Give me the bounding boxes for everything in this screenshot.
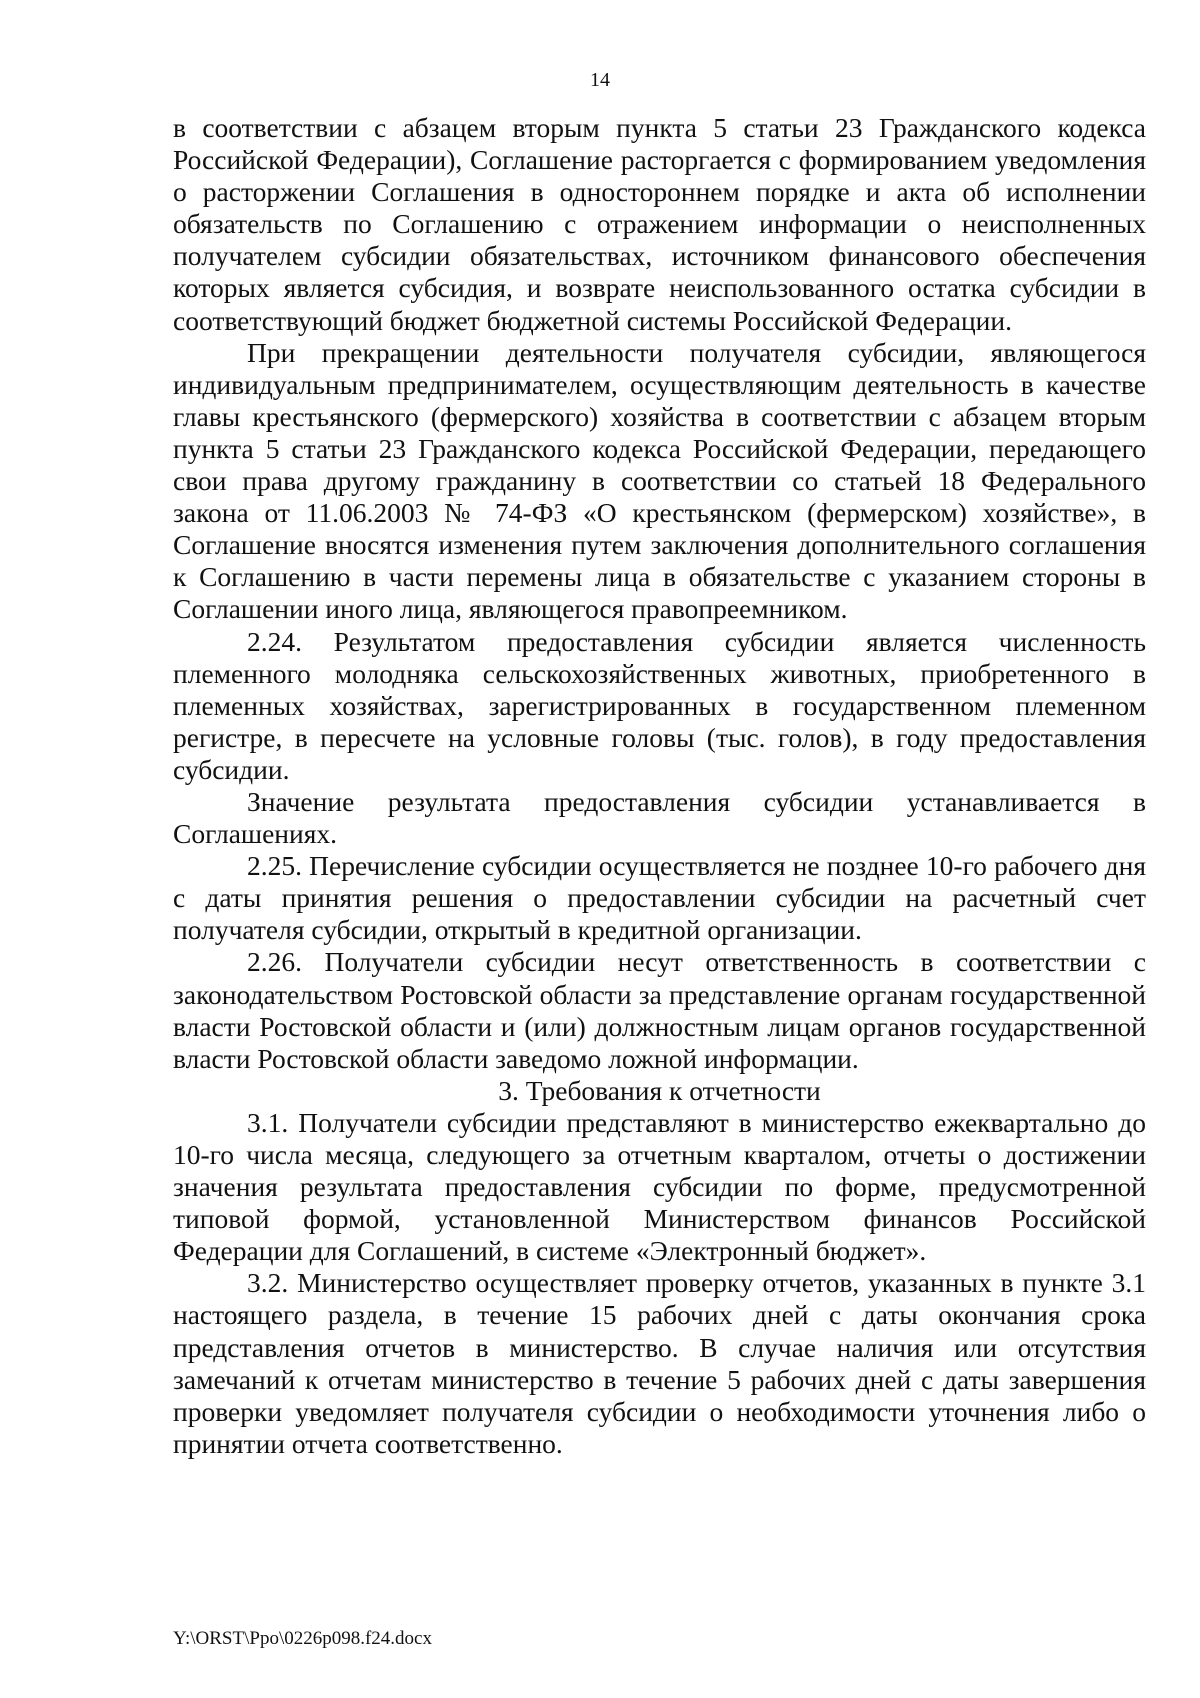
paragraph-2-25: 2.25. Перечисление субсидии осуществляется не позднее 10-го рабочего дня с даты принятия решения о предоставлении субсидии на расчетный счет получателя субсидии, открытый в кредитной организации. [173, 850, 1146, 946]
paragraph-3-2: 3.2. Министерство осуществляет проверку отчетов, указанных в пункте 3.1 настоящего раздела, в течение 15 рабочих дней с даты окончания срока представления отчетов в министерство. В случае наличия или отсутствия замечаний к отчетам министерство в течение 5 рабочих дней с даты завершения проверки уведомляет получателя субсидии о необходимости уточнения либо о принятии отчета соответственно. [173, 1267, 1146, 1459]
document-body [173, 112, 1146, 1460]
paragraph-3-1: 3.1. Получатели субсидии представляют в министерство ежеквартально до 10-го числа месяца, следующего за отчетным кварталом, отчеты о достижении значения результата предоставления субсидии по форме, предусмотренной типовой формой, установленной Министерством финансов Российской Федерации для Соглашений, в системе «Электронный бюджет». [173, 1106, 1146, 1267]
section-3-heading: 3. Требования к отчетности [498, 1074, 821, 1106]
footer-file-path: Y:\ORST\Ppo\0226p098.f24.docx [173, 1628, 432, 1649]
paragraph-entrepreneur-succession: При прекращении деятельности получателя субсидии, являющегося индивидуальным предпринимателем, осуществляющим деятельность в качестве главы крестьянского (фермерского) хозяйства в соответствии с абзацем вторым пункта 5 статьи 23 Гражданского кодекса Российской Федерации, передающего свои права другому гражданину в соответствии со статьей 18 Федерального закона от 11.06.2003 № 74-ФЗ «О крестьянском (фермерском) хозяйстве», в Соглашение вносятся изменения путем заключения дополнительного соглашения к Соглашению в части перемены лица в обязательстве с указанием стороны в Соглашении иного лица, являющегося правопреемником. [173, 336, 1146, 625]
page-number: 14 [590, 69, 610, 91]
paragraph-2-24: 2.24. Результатом предоставления субсидии является численность племенного молодняка сельскохозяйственных животных, приобретенного в племенных хозяйствах, зарегистрированных в государственном племенном регистре, в пересчете на условные головы (тыс. голов), в году предоставления субсидии. [173, 625, 1146, 785]
paragraph-2-26: 2.26. Получатели субсидии несут ответственность в соответствии с законодательством Ростовской области за представление органам государственной власти Ростовской области и (или) должностным лицам органов государственной власти Ростовской области заведомо ложной информации. [173, 946, 1146, 1074]
paragraph-termination-continued: в соответствии с абзацем вторым пункта 5 статьи 23 Гражданского кодекса Российской Федерации), Соглашение расторгается с формированием уведомления о расторжении Соглашения в одностороннем порядке и акта об исполнении обязательств по Соглашению с отражением информации о неисполненных получателем субсидии обязательствах, источником финансового обеспечения которых является субсидия, и возврате неиспользованного остатка субсидии в соответствующий бюджет бюджетной системы Российской Федерации. [173, 112, 1146, 336]
paragraph-result-value: Значение результата предоставления субсидии устанавливается в Соглашениях. [173, 785, 1146, 850]
